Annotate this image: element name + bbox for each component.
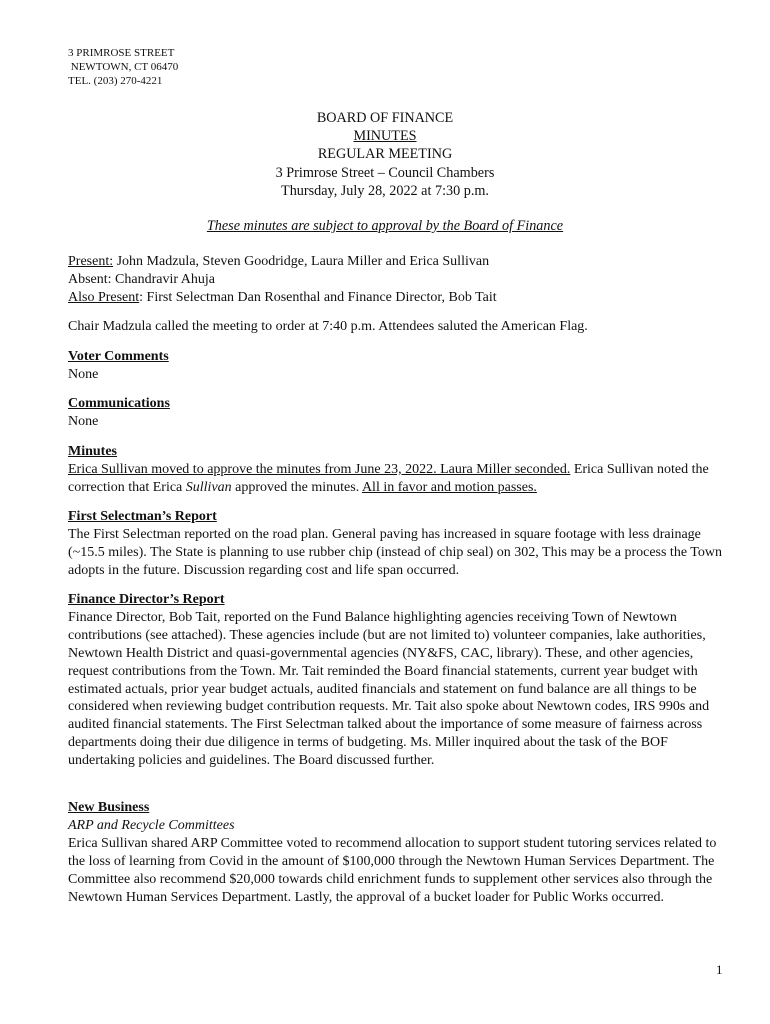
address-block (68, 46, 178, 88)
meeting-location: 3 Primrose Street – Council Chambers (275, 164, 495, 181)
also-present-label: Also Present (68, 289, 140, 305)
address-phone: TEL. (203) 270-4221 (68, 75, 163, 87)
address-city: NEWTOWN, CT 06470 (68, 61, 179, 73)
minutes-text (68, 461, 728, 497)
meeting-type: REGULAR MEETING (317, 146, 453, 163)
present-names: John Madzula, Steven Goodridge, Laura Miller and Erica Sullivan (113, 254, 490, 269)
title-block (0, 109, 770, 200)
minutes-note-b: approved the minutes. (231, 479, 362, 495)
address-street: 3 PRIMROSE STREET (68, 47, 175, 59)
minutes-note-a: Erica Sullivan noted the correction that Erica (68, 461, 709, 495)
call-to-order: Chair Madzula called the meeting to order at 7:40 p.m. Attendees saluted the American Flag. (68, 319, 588, 334)
first-selectman-text: The First Selectman reported on the road plan. General paving has increased in square footage with less drainage (~15.5 miles). The State is planning to use rubber chip (instead of chip seal) on 302, This may be a process the Town adopts in the future. Discussion regarding cost and life span occurred. (68, 526, 722, 578)
communications-heading: Communications (68, 396, 170, 411)
new-business-subheading: ARP and Recycle Committees (68, 817, 235, 833)
page-number: 1 (716, 962, 723, 977)
minutes-note-name: Sullivan (185, 479, 232, 495)
new-business-text: Erica Sullivan shared ARP Committee voted to recommend allocation to support student tutoring services related to the loss of learning from Covid in the amount of $100,000 through the Newtown Human Services Department. The Committee also recommend $20,000 towards child enrichment funds to supplement other services also through the Newtown Human Services Department. Lastly, the approval of a bucket loader for Public Works occurred. (68, 835, 717, 905)
present-line (68, 253, 728, 271)
minutes-heading: Minutes (68, 444, 117, 459)
board-title: BOARD OF FINANCE (316, 110, 454, 126)
minutes-motion: Erica Sullivan moved to approve the minutes from June 23, 2022. Laura Miller seconded. (68, 461, 571, 477)
minutes-result: All in favor and motion passes. (361, 479, 537, 495)
voter-comments-heading: Voter Comments (68, 349, 169, 364)
also-present-names: : First Selectman Dan Rosenthal and Finance Director, Bob Tait (139, 289, 497, 305)
communications-section (68, 395, 728, 431)
communications-text: None (68, 413, 99, 429)
new-business-section (68, 799, 728, 906)
attendance (68, 253, 728, 307)
approval-note: These minutes are subject to approval by the Board of Finance (206, 218, 564, 234)
voter-comments-text: None (68, 366, 99, 382)
present-label: Present: (68, 254, 114, 269)
finance-director-heading: Finance Director’s Report (68, 592, 225, 607)
minutes-title: MINUTES (353, 128, 417, 145)
first-selectman-section (68, 508, 728, 580)
finance-director-text: Finance Director, Bob Tait, reported on the Fund Balance highlighting agencies receiving Town of Newtown contributions (see attached). These agencies include (but are not limited to) volunteer companies, lake authorities, Newtown Health District and quasi-governmental agencies (NY&FS, CAC, library). These, and other agencies, request contributions from the Town. Mr. Tait reminded the Board financial statements, current year budget with estimated actuals, prior year budget actuals, audited financials and statement on fund balance are all things to be considered when reviewing budget contribution requests. Mr. Tait also spoke about Newtown codes, IRS 990s and audited financial statements. The First Selectman talked about the importance of some measure of fairness across departments doing their due diligence in terms of budgeting. Ms. Miller inquired about the task of the BOF undertaking policies and guidelines. The Board discussed further. (68, 609, 710, 769)
voter-comments-section (68, 348, 728, 384)
also-present-line (68, 289, 728, 307)
minutes-section (68, 443, 728, 497)
absent-line: Absent: Chandravir Ahuja (68, 271, 215, 287)
first-selectman-heading: First Selectman’s Report (68, 509, 217, 524)
new-business-heading: New Business (68, 800, 150, 815)
finance-director-section (68, 591, 728, 770)
meeting-date: Thursday, July 28, 2022 at 7:30 p.m. (281, 182, 489, 199)
